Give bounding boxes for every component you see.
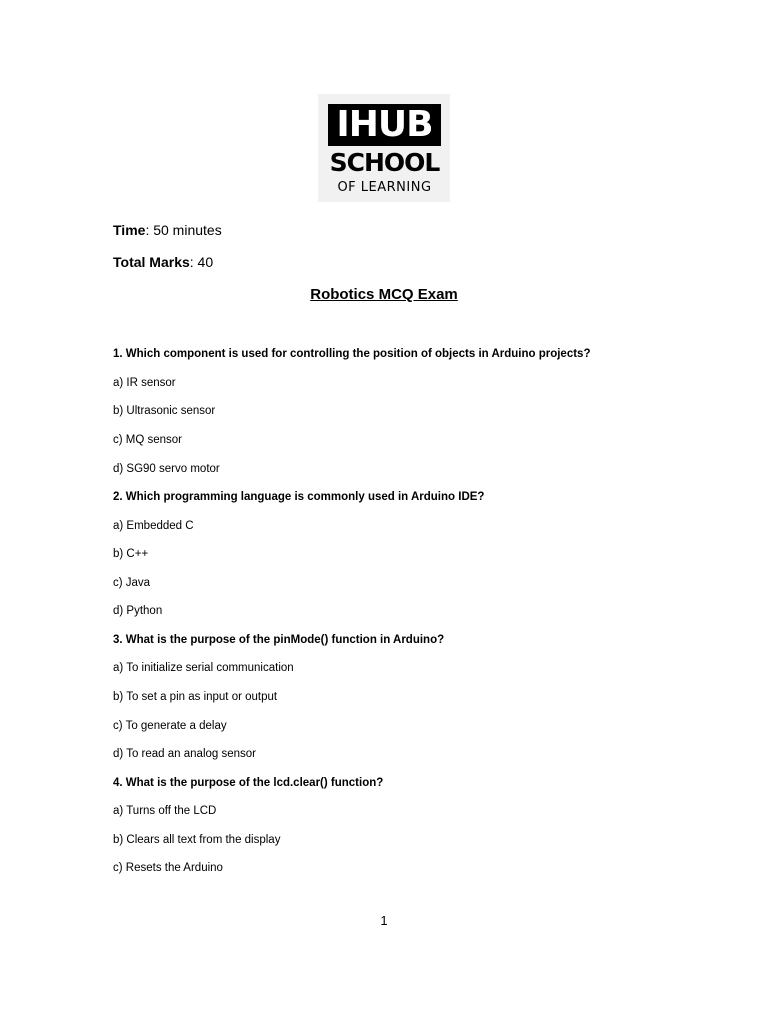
question-4-option-a: a) Turns off the LCD — [113, 805, 217, 817]
school-logo — [318, 94, 450, 202]
logo-learning-text: OF LEARNING — [337, 180, 432, 195]
marks-label: Total Marks — [113, 254, 190, 270]
question-1-option-c: c) MQ sensor — [113, 434, 183, 446]
question-4-option-b: b) Clears all text from the display — [113, 834, 281, 846]
question-3-option-b: b) To set a pin as input or output — [113, 691, 278, 703]
question-2-option-d: d) Python — [113, 605, 163, 617]
question-2: 2. Which programming language is commonly used in Arduino IDE? — [113, 491, 485, 503]
question-4: 4. What is the purpose of the lcd.clear() function? — [113, 777, 384, 789]
exam-total-marks — [113, 253, 213, 271]
question-2-option-c: c) Java — [113, 577, 151, 589]
time-label: Time — [113, 222, 146, 238]
question-1-option-d: d) SG90 servo motor — [113, 463, 220, 475]
exam-title: Robotics MCQ Exam — [310, 286, 458, 303]
logo-school-text: SCHOOL — [329, 148, 440, 177]
question-3: 3. What is the purpose of the pinMode() function in Arduino? — [113, 634, 445, 646]
logo-ihub-text: IHUB — [328, 104, 441, 146]
exam-time — [113, 221, 222, 239]
question-3-option-a: a) To initialize serial communication — [113, 662, 294, 674]
page-number: 1 — [380, 913, 388, 928]
question-1-option-b: b) Ultrasonic sensor — [113, 405, 216, 417]
time-value: : 50 minutes — [145, 222, 222, 238]
question-1-option-a: a) IR sensor — [113, 377, 176, 389]
marks-value: : 40 — [189, 254, 214, 270]
question-3-option-c: c) To generate a delay — [113, 720, 227, 732]
question-1: 1. Which component is used for controlling the position of objects in Arduino projects? — [113, 348, 591, 360]
question-2-option-a: a) Embedded C — [113, 520, 194, 532]
question-4-option-c: c) Resets the Arduino — [113, 862, 223, 874]
question-2-option-b: b) C++ — [113, 548, 149, 560]
question-3-option-d: d) To read an analog sensor — [113, 748, 256, 760]
